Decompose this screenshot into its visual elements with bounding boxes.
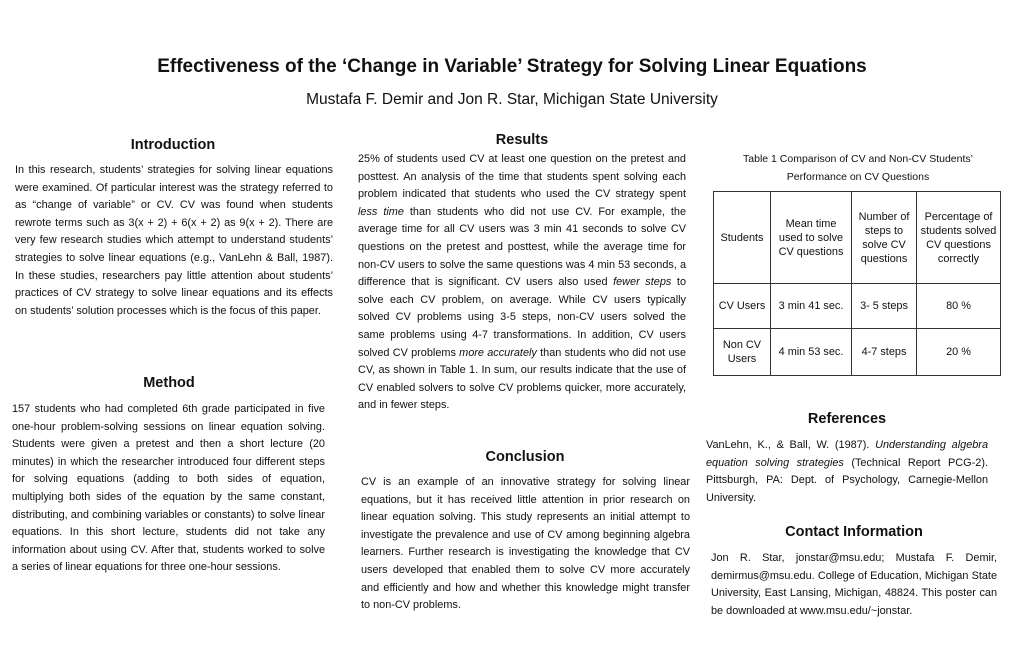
- table-header-cell: Percentage of students solved CV questions correctly: [917, 192, 1001, 284]
- results-text-part-3: to solve each CV problem, on average. While CV users typically solved CV problems using 3-5 steps, non-CV users solved the same problems using 4-7 transformations. In addition, CV users solved CV problems: [358, 276, 687, 359]
- results-text-part-2: than students who did not use CV. For example, the average time for all CV users was 3 min 41 seconds to solve CV questions on the pretest and posttest, while the average time for non-CV users to solve the same questions was 4 min 53 seconds, a difference that is significant. CV users also used: [358, 205, 687, 289]
- results-text: [358, 151, 686, 415]
- method-text: 157 students who had completed 6th grade participated in five one-hour problem-solving sessions on linear equation solving. Students were given a pretest and then a short lecture (20 minutes) in which the researcher introduced four different steps for solving equations (adding to both sides of equation, multiplying both sides of the equation by the same constant, distributing, and combining variables or constants) to solve linear equations. In this short lecture, students did not take any information about using CV. After that, students worked to solve a series of linear equations for three one-hour sessions.: [12, 403, 325, 574]
- method-heading: Method: [143, 375, 195, 391]
- introduction-heading: Introduction: [130, 137, 216, 153]
- contact-heading: Contact Information: [785, 524, 923, 540]
- table-header-cell: Students: [714, 192, 771, 284]
- results-text-part-1: 25% of students used CV at least one question on the pretest and posttest. An analysis of the time that students spent solving each problem indicated that students who used the CV strategy spent: [358, 153, 686, 201]
- table-cell: CV Users: [714, 284, 771, 329]
- table-header-cell: Number of steps to solve CV questions: [852, 192, 917, 284]
- reference-details: (Technical Report PCG-2). Pittsburgh, PA: Dept. of Psychology, Carnegie-Mellon University.: [706, 456, 988, 504]
- references-text: [706, 437, 988, 507]
- table-header-row: [714, 192, 1001, 284]
- table-cell: 20 %: [917, 329, 1001, 376]
- reference-title: Understanding algebra equation solving strategies: [706, 439, 988, 469]
- table-row: [714, 329, 1001, 376]
- poster-authors: Mustafa F. Demir and Jon R. Star, Michigan State University: [306, 91, 718, 108]
- table-caption: Table 1 Comparison of CV and Non-CV Students’ Performance on CV Questions: [743, 153, 973, 183]
- table-cell: 4-7 steps: [852, 329, 917, 376]
- references-heading: References: [807, 411, 887, 427]
- results-text-part-4: than students who did not use CV, as shown in Table 1. In sum, our results indicate that the use of CV enabled solvers to solve CV problems quicker, more accurately, and in fewer steps.: [358, 346, 686, 412]
- results-heading: Results: [495, 132, 549, 148]
- table-row: [714, 284, 1001, 329]
- conclusion-heading: Conclusion: [485, 449, 565, 465]
- conclusion-text: CV is an example of an innovative strategy for solving linear equations, but it has received little attention in prior research on linear equation solving. This study represents an initial attempt to investigate the prevalence and use of CV among beginning algebra learners. Further research is investigating the knowledge that CV users developed that enabled them to solve CV more accurately and efficiently and how and whether this knowledge might transfer to non-CV problems.: [361, 476, 690, 612]
- table-cell: 3- 5 steps: [852, 284, 917, 329]
- introduction-text: In this research, students’ strategies for solving linear equations were examined. Of particular interest was the strategy referred to as “change of variable” or CV. CV was found when students rewrote terms such as 3(x + 2) + 6(x + 2) as 9(x + 2). There are very few research studies which attempt to understand students’ strategies to solve linear equations (e.g., VanLehn & Ball, 1987). In these studies, researchers pay little attention about students’ practices of CV strategy to solve linear equations and its effects on students’ solution processes which is the focus of this paper.: [15, 164, 333, 317]
- results-emphasis-more-accurately: more accurately: [459, 346, 537, 359]
- results-emphasis-less-time: less time: [358, 205, 404, 218]
- table-cell: 4 min 53 sec.: [771, 329, 852, 376]
- contact-text: Jon R. Star, jonstar@msu.edu; Mustafa F. Demir, demirmus@msu.edu. College of Education, Michigan State University, East Lansing, Michigan, 48824. This poster can be downloaded at www.msu.edu/~jonstar.: [711, 552, 997, 617]
- reference-authors: VanLehn, K., & Ball, W. (1987).: [706, 439, 876, 451]
- table-cell: 80 %: [917, 284, 1001, 329]
- table-header-cell: Mean time used to solve CV questions: [771, 192, 852, 284]
- table-cell: 3 min 41 sec.: [771, 284, 852, 329]
- poster-title: Effectiveness of the ‘Change in Variable’ Strategy for Solving Linear Equations: [157, 56, 867, 77]
- table-cell: Non CV Users: [714, 329, 771, 376]
- results-emphasis-fewer-steps: fewer steps: [613, 276, 672, 289]
- comparison-table: [713, 191, 1001, 376]
